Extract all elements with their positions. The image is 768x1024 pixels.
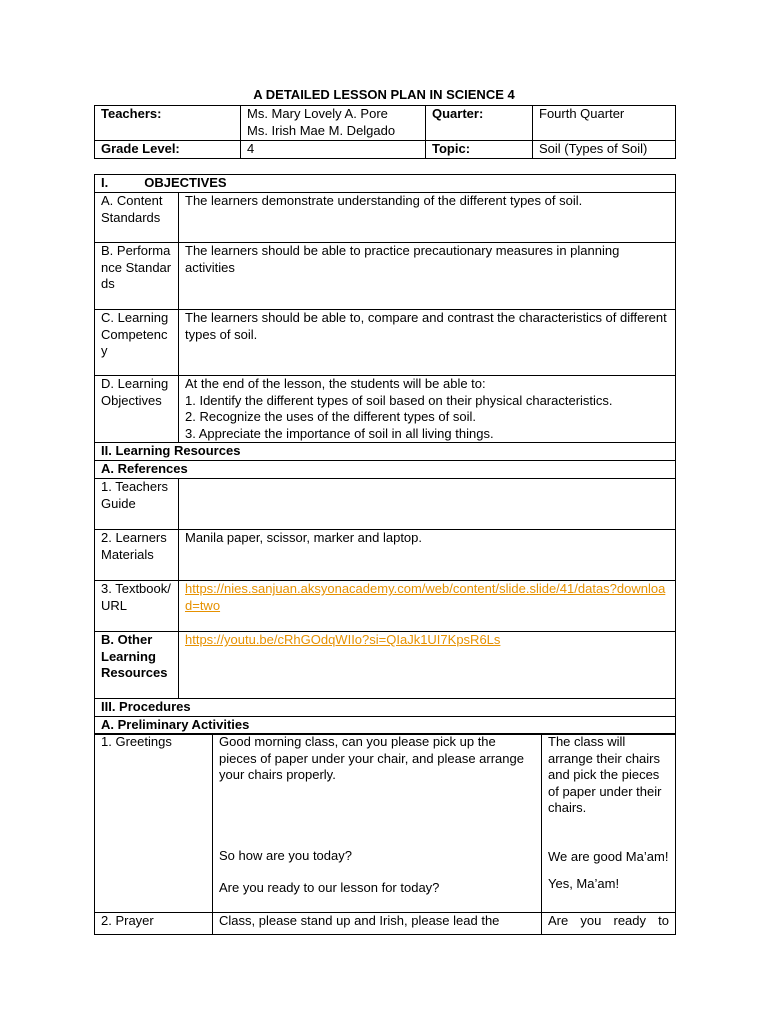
- grade-label: Grade Level:: [95, 141, 241, 159]
- teacher-2: Ms. Irish Mae M. Delgado: [247, 122, 396, 138]
- greetings-label: 1. Greetings: [95, 734, 213, 913]
- learning-competency-text: The learners should be able to, compare and contrast the characteristics of different types of soil.: [179, 310, 676, 376]
- procedures-heading: III. Procedures: [95, 699, 676, 717]
- learning-resources-heading: II. Learning Resources: [95, 443, 676, 461]
- topic-value: Soil (Types of Soil): [533, 141, 676, 159]
- lo-intro: At the end of the lesson, the students will be able to:: [185, 376, 486, 391]
- teachers-guide-value: [179, 479, 676, 530]
- greetings-student-line-3: Yes, Ma’am!: [548, 876, 620, 891]
- lo-item-2: 2. Recognize the uses of the different types of soil.: [185, 409, 476, 424]
- performance-standards-text: The learners should be able to practice precautionary measures in planning activities: [179, 243, 676, 310]
- objectives-heading-num: I.: [101, 175, 109, 190]
- other-resources-link[interactable]: https://youtu.be/cRhGOdqWIIo?si=QIaJk1UI7KpsR6Ls: [185, 632, 501, 647]
- teachers-label: Teachers:: [95, 106, 241, 141]
- topic-label: Topic:: [426, 141, 533, 159]
- learners-materials-label: 2. Learners Materials: [95, 530, 179, 581]
- textbook-url-link[interactable]: https://nies.sanjuan.aksyonacademy.com/web/content/slide.slide/41/datas?download=two: [185, 581, 666, 613]
- greetings-student-line-2: We are good Ma’am!: [548, 848, 669, 864]
- content-standards-text: The learners demonstrate understanding of the different types of soil.: [179, 193, 676, 243]
- objectives-heading: [95, 175, 676, 193]
- prayer-label: 2. Prayer: [95, 913, 213, 935]
- procedures-table: [94, 733, 676, 935]
- learning-competency-label: C. Learning Competency: [95, 310, 179, 376]
- teacher-1: Ms. Mary Lovely A. Pore: [247, 106, 388, 121]
- quarter-label: Quarter:: [426, 106, 533, 141]
- grade-value: 4: [241, 141, 426, 159]
- textbook-url-cell: [179, 581, 676, 632]
- learning-objectives-text: [179, 376, 676, 443]
- performance-standards-label: B. Performance Standards: [95, 243, 179, 310]
- content-standards-label: A. Content Standards: [95, 193, 179, 243]
- lo-item-1: 1. Identify the different types of soil based on their physical characteristics.: [185, 392, 613, 408]
- greetings-student-line-1: The class will arrange their chairs and pick the pieces of paper under their chairs.: [548, 734, 662, 815]
- other-resources-label: B. Other Learning Resources: [95, 632, 179, 699]
- greetings-teacher: [213, 734, 542, 913]
- quarter-value: Fourth Quarter: [533, 106, 676, 141]
- prayer-teacher: Class, please stand up and Irish, please lead the: [213, 913, 542, 935]
- lo-item-3: 3. Appreciate the importance of soil in all living things.: [185, 425, 494, 441]
- header-table: [94, 105, 676, 159]
- greetings-teacher-line-1: Good morning class, can you please pick up the pieces of paper under your chair, and please arrange your chairs properly.: [219, 734, 524, 782]
- other-resources-cell: [179, 632, 676, 699]
- preliminary-heading: A. Preliminary Activities: [95, 716, 676, 734]
- references-heading: A. References: [95, 461, 676, 479]
- textbook-url-label: 3. Textbook/ URL: [95, 581, 179, 632]
- learners-materials-value: Manila paper, scissor, marker and laptop.: [179, 530, 676, 581]
- greetings-teacher-line-3: Are you ready to our lesson for today?: [219, 880, 440, 895]
- greetings-teacher-line-2: So how are you today?: [219, 847, 352, 863]
- prayer-student: Are you ready to: [542, 913, 676, 935]
- greetings-student: [542, 734, 676, 913]
- page-title: A DETAILED LESSON PLAN IN SCIENCE 4: [253, 87, 515, 102]
- teachers-value: [241, 106, 426, 141]
- objectives-heading-text: OBJECTIVES: [144, 175, 227, 190]
- teachers-guide-label: 1. Teachers Guide: [95, 479, 179, 530]
- learning-objectives-label: D. Learning Objectives: [95, 376, 179, 443]
- objectives-resources-table: [94, 174, 676, 735]
